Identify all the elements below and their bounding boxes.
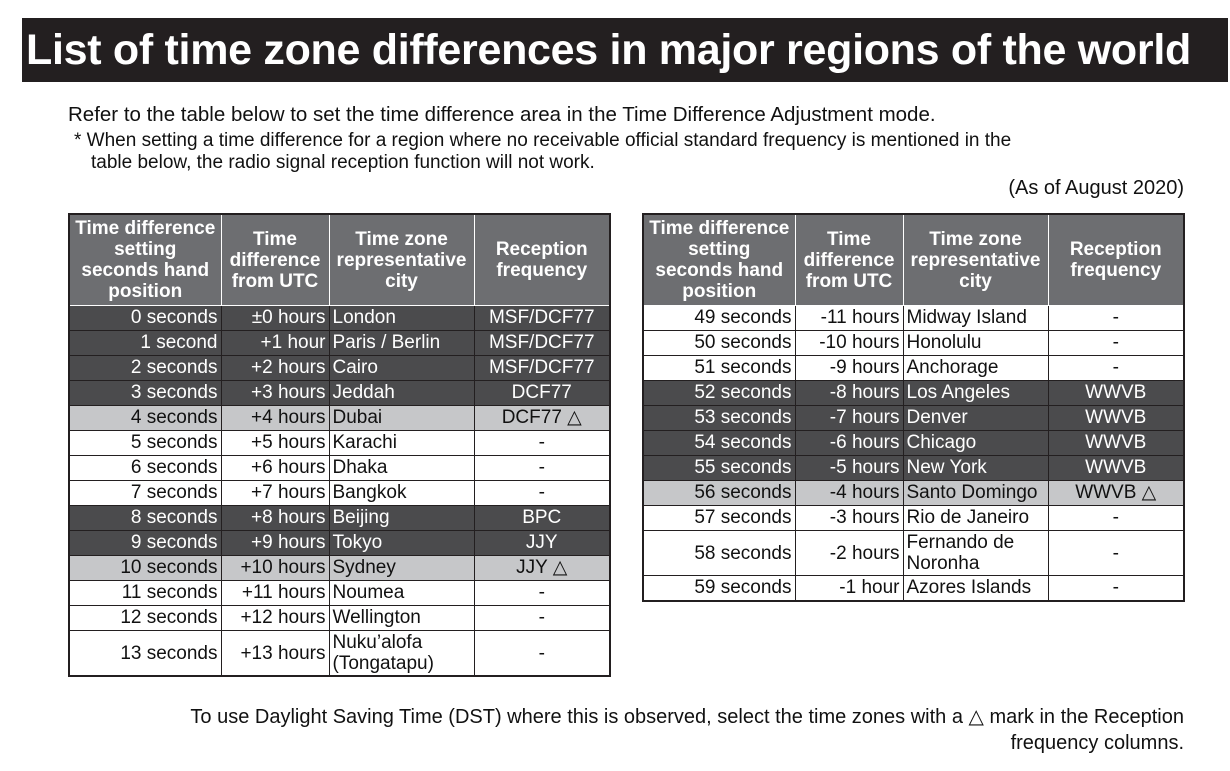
- cell-seconds: 0 seconds: [69, 306, 221, 331]
- cell-city: Azores Islands: [903, 576, 1048, 602]
- cell-utc-diff: -5 hours: [795, 456, 903, 481]
- cell-city: Karachi: [329, 431, 474, 456]
- header-freq: Reception frequency: [474, 214, 610, 306]
- cell-frequency: -: [474, 481, 610, 506]
- table-row: [69, 456, 610, 481]
- cell-utc-diff: +3 hours: [221, 381, 329, 406]
- footer-note-line-2: frequency columns.: [1010, 732, 1184, 754]
- cell-city: Noumea: [329, 581, 474, 606]
- cell-utc-diff: -7 hours: [795, 406, 903, 431]
- cell-seconds: 3 seconds: [69, 381, 221, 406]
- table-row: [69, 356, 610, 381]
- cell-seconds: 10 seconds: [69, 556, 221, 581]
- table-row: [69, 406, 610, 431]
- cell-utc-diff: +2 hours: [221, 356, 329, 381]
- cell-frequency: -: [1048, 356, 1184, 381]
- cell-seconds: 9 seconds: [69, 531, 221, 556]
- cell-city: Los Angeles: [903, 381, 1048, 406]
- cell-seconds: 49 seconds: [643, 306, 795, 331]
- cell-frequency: -: [1048, 331, 1184, 356]
- table-row: [643, 331, 1184, 356]
- cell-city: Dubai: [329, 406, 474, 431]
- cell-seconds: 51 seconds: [643, 356, 795, 381]
- cell-seconds: 6 seconds: [69, 456, 221, 481]
- header-city: Time zone representative city: [329, 214, 474, 306]
- cell-frequency: JJY △: [474, 556, 610, 581]
- cell-frequency: -: [1048, 506, 1184, 531]
- table-row: [69, 506, 610, 531]
- cell-city: Cairo: [329, 356, 474, 381]
- cell-seconds: 56 seconds: [643, 481, 795, 506]
- cell-frequency: WWVB △: [1048, 481, 1184, 506]
- cell-seconds: 59 seconds: [643, 576, 795, 602]
- cell-utc-diff: -1 hour: [795, 576, 903, 602]
- cell-city: Rio de Janeiro: [903, 506, 1048, 531]
- as-of-date: (As of August 2020): [1008, 177, 1184, 199]
- cell-seconds: 4 seconds: [69, 406, 221, 431]
- cell-frequency: -: [474, 431, 610, 456]
- cell-frequency: MSF/DCF77: [474, 356, 610, 381]
- cell-city: Paris / Berlin: [329, 331, 474, 356]
- cell-frequency: DCF77 △: [474, 406, 610, 431]
- cell-seconds: 2 seconds: [69, 356, 221, 381]
- cell-utc-diff: +4 hours: [221, 406, 329, 431]
- cell-city: London: [329, 306, 474, 331]
- cell-seconds: 55 seconds: [643, 456, 795, 481]
- table-row: [69, 481, 610, 506]
- table-header-row: [69, 214, 610, 306]
- cell-frequency: JJY: [474, 531, 610, 556]
- cell-utc-diff: -4 hours: [795, 481, 903, 506]
- cell-utc-diff: -3 hours: [795, 506, 903, 531]
- cell-utc-diff: -10 hours: [795, 331, 903, 356]
- cell-frequency: -: [1048, 531, 1184, 576]
- cell-seconds: 54 seconds: [643, 431, 795, 456]
- cell-city: Jeddah: [329, 381, 474, 406]
- cell-frequency: WWVB: [1048, 406, 1184, 431]
- cell-city: Bangkok: [329, 481, 474, 506]
- cell-city: Denver: [903, 406, 1048, 431]
- cell-frequency: -: [474, 581, 610, 606]
- cell-seconds: 58 seconds: [643, 531, 795, 576]
- note-line-1: * When setting a time difference for a region where no receivable official standard frequency is mentioned in the: [74, 130, 1012, 151]
- cell-seconds: 53 seconds: [643, 406, 795, 431]
- cell-city: Wellington: [329, 606, 474, 631]
- cell-utc-diff: +7 hours: [221, 481, 329, 506]
- header-diff: Time difference from UTC: [221, 214, 329, 306]
- cell-frequency: MSF/DCF77: [474, 306, 610, 331]
- table-row: [69, 606, 610, 631]
- header-freq: Reception frequency: [1048, 214, 1184, 306]
- cell-seconds: 8 seconds: [69, 506, 221, 531]
- table-row: [643, 576, 1184, 602]
- table-row: [643, 531, 1184, 576]
- table-header-row: [643, 214, 1184, 306]
- cell-utc-diff: +1 hour: [221, 331, 329, 356]
- table-row: [69, 381, 610, 406]
- cell-frequency: WWVB: [1048, 456, 1184, 481]
- table-row: [643, 406, 1184, 431]
- header-city: Time zone representative city: [903, 214, 1048, 306]
- cell-utc-diff: +12 hours: [221, 606, 329, 631]
- cell-frequency: WWVB: [1048, 381, 1184, 406]
- cell-utc-diff: +11 hours: [221, 581, 329, 606]
- cell-city: Nuku’alofa (Tongatapu): [329, 631, 474, 677]
- cell-seconds: 5 seconds: [69, 431, 221, 456]
- cell-frequency: -: [474, 631, 610, 677]
- cell-seconds: 11 seconds: [69, 581, 221, 606]
- cell-frequency: BPC: [474, 506, 610, 531]
- table-row: [643, 431, 1184, 456]
- table-body-right: [643, 306, 1184, 602]
- cell-city: Sydney: [329, 556, 474, 581]
- table-row: [643, 356, 1184, 381]
- cell-city: Dhaka: [329, 456, 474, 481]
- cell-seconds: 12 seconds: [69, 606, 221, 631]
- cell-seconds: 1 second: [69, 331, 221, 356]
- note-line-2: table below, the radio signal reception function will not work.: [91, 152, 595, 173]
- cell-frequency: DCF77: [474, 381, 610, 406]
- table-row: [69, 631, 610, 677]
- table-row: [69, 306, 610, 331]
- cell-seconds: 13 seconds: [69, 631, 221, 677]
- cell-utc-diff: +9 hours: [221, 531, 329, 556]
- cell-frequency: -: [474, 456, 610, 481]
- table-row: [69, 431, 610, 456]
- table-row: [643, 506, 1184, 531]
- cell-frequency: MSF/DCF77: [474, 331, 610, 356]
- footer-note-line-1: To use Daylight Saving Time (DST) where this is observed, select the time zones with a △ mark in the Reception: [190, 706, 1184, 728]
- table-row: [643, 306, 1184, 331]
- cell-city: Fernando de Noronha: [903, 531, 1048, 576]
- table-row: [69, 581, 610, 606]
- cell-utc-diff: -9 hours: [795, 356, 903, 381]
- cell-seconds: 52 seconds: [643, 381, 795, 406]
- cell-seconds: 7 seconds: [69, 481, 221, 506]
- cell-utc-diff: -8 hours: [795, 381, 903, 406]
- cell-utc-diff: +13 hours: [221, 631, 329, 677]
- cell-city: Beijing: [329, 506, 474, 531]
- header-setting: Time difference setting seconds hand position: [69, 214, 221, 306]
- cell-utc-diff: -6 hours: [795, 431, 903, 456]
- cell-frequency: -: [1048, 306, 1184, 331]
- table-body-left: [69, 306, 610, 677]
- cell-utc-diff: +5 hours: [221, 431, 329, 456]
- table-row: [643, 381, 1184, 406]
- cell-city: New York: [903, 456, 1048, 481]
- cell-frequency: WWVB: [1048, 431, 1184, 456]
- table-row: [69, 331, 610, 356]
- cell-frequency: -: [474, 606, 610, 631]
- cell-utc-diff: -2 hours: [795, 531, 903, 576]
- cell-utc-diff: ±0 hours: [221, 306, 329, 331]
- cell-city: Midway Island: [903, 306, 1048, 331]
- cell-utc-diff: +8 hours: [221, 506, 329, 531]
- cell-utc-diff: +10 hours: [221, 556, 329, 581]
- cell-utc-diff: -11 hours: [795, 306, 903, 331]
- table-row: [69, 556, 610, 581]
- intro-text: Refer to the table below to set the time difference area in the Time Difference Adjustment mode.: [68, 103, 936, 126]
- cell-city: Santo Domingo: [903, 481, 1048, 506]
- header-setting: Time difference setting seconds hand position: [643, 214, 795, 306]
- cell-city: Honolulu: [903, 331, 1048, 356]
- table-row: [643, 456, 1184, 481]
- cell-seconds: 57 seconds: [643, 506, 795, 531]
- page-title: List of time zone differences in major regions of the world: [22, 18, 1228, 82]
- cell-utc-diff: +6 hours: [221, 456, 329, 481]
- cell-frequency: -: [1048, 576, 1184, 602]
- header-diff: Time difference from UTC: [795, 214, 903, 306]
- cell-seconds: 50 seconds: [643, 331, 795, 356]
- table-row: [643, 481, 1184, 506]
- time-zone-table-right: [642, 213, 1185, 602]
- cell-city: Anchorage: [903, 356, 1048, 381]
- table-row: [69, 531, 610, 556]
- cell-city: Chicago: [903, 431, 1048, 456]
- time-zone-table-left: [68, 213, 611, 677]
- cell-city: Tokyo: [329, 531, 474, 556]
